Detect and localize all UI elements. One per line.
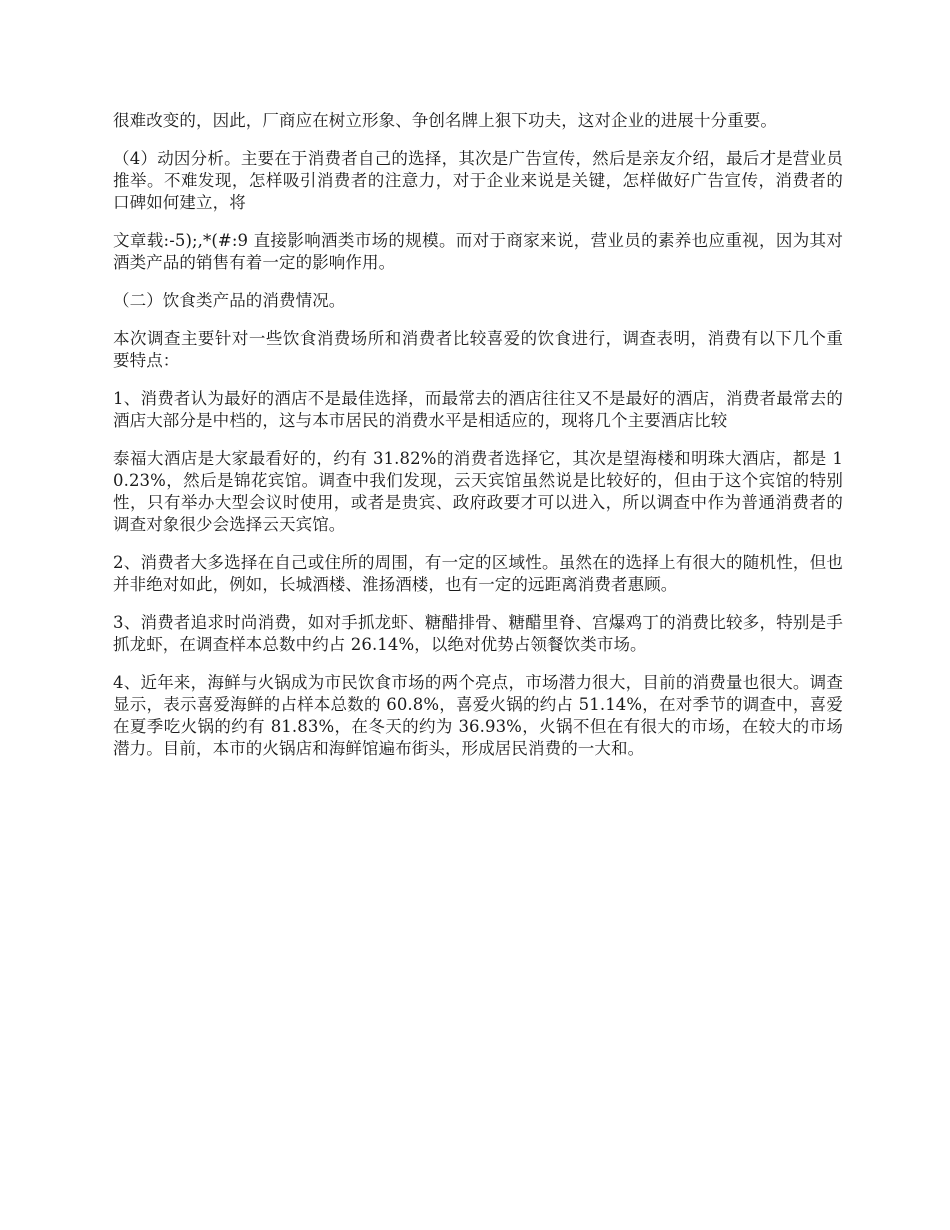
paragraph-point-1-hotels: 1、消费者认为最好的酒店不是最佳选择，而最常去的酒店往往又不是最好的酒店，消费者最常去的酒店大部分是中档的，这与本市居民的消费水平是相适应的，现将几个主要酒店比较 bbox=[113, 389, 843, 430]
document-page bbox=[113, 110, 843, 776]
paragraph-survey-intro: 本次调查主要针对一些饮食消费场所和消费者比较喜爱的饮食进行，调查表明，消费有以下几个重要特点： bbox=[113, 329, 843, 370]
paragraph-point-2-location: 2、消费者大多选择在自己或住所的周围，有一定的区域性。虽然在的选择上有很大的随机性，但也并非绝对如此，例如，长城酒楼、淮扬酒楼，也有一定的远距离消费者惠顾。 bbox=[113, 553, 843, 594]
section-heading-food-consumption: （二）饮食类产品的消费情况。 bbox=[113, 291, 346, 310]
paragraph-point-4-seafood-hotpot: 4、近年来，海鲜与火锅成为市民饮食市场的两个亮点，市场潜力很大，目前的消费量也很大。调查显示，表示喜爱海鲜的占样本总数的 60.8%，喜爱火锅的约占 51.14%，在对季节的调查中，喜爱在夏季吃火锅的约有 81.83%，在冬天的约为 36.93%，火锅不但在有很大的市场，在较大的市场潜力。目前，本市的火锅店和海鲜馆遍布街头，形成居民消费的一大和。 bbox=[113, 673, 843, 758]
paragraph-motive-analysis: （4）动因分析。主要在于消费者自己的选择，其次是广告宣传，然后是亲友介绍，最后才是营业员推举。不难发现，怎样吸引消费者的注意力，对于企业来说是关键，怎样做好广告宣传，消费者的口碑如何建立，将 bbox=[113, 149, 843, 212]
paragraph-hotel-comparison: 泰福大酒店是大家最看好的，约有 31.82%的消费者选择它，其次是望海楼和明珠大酒店，都是 10.23%，然后是锦花宾馆。调查中我们发现，云天宾馆虽然说是比较好的，但由于这个宾馆的特别性，只有举办大型会议时使用，或者是贵宾、政府政要才可以进入，所以调查中作为普通消费者的调查对象很少会选择云天宾馆。 bbox=[113, 449, 843, 534]
paragraph-wine-market-scale: 文章载:-5);,*(#:9 直接影响酒类市场的规模。而对于商家来说，营业员的素养也应重视，因为其对酒类产品的销售有着一定的影响作用。 bbox=[113, 231, 843, 272]
paragraph-brand-importance: 很难改变的，因此，厂商应在树立形象、争创名牌上狠下功夫，这对企业的进展十分重要。 bbox=[113, 111, 777, 130]
paragraph-point-3-fashion: 3、消费者追求时尚消费，如对手抓龙虾、糖醋排骨、糖醋里脊、宫爆鸡丁的消费比较多，特别是手抓龙虾，在调查样本总数中约占 26.14%，以绝对优势占领餐饮类市场。 bbox=[113, 613, 843, 654]
